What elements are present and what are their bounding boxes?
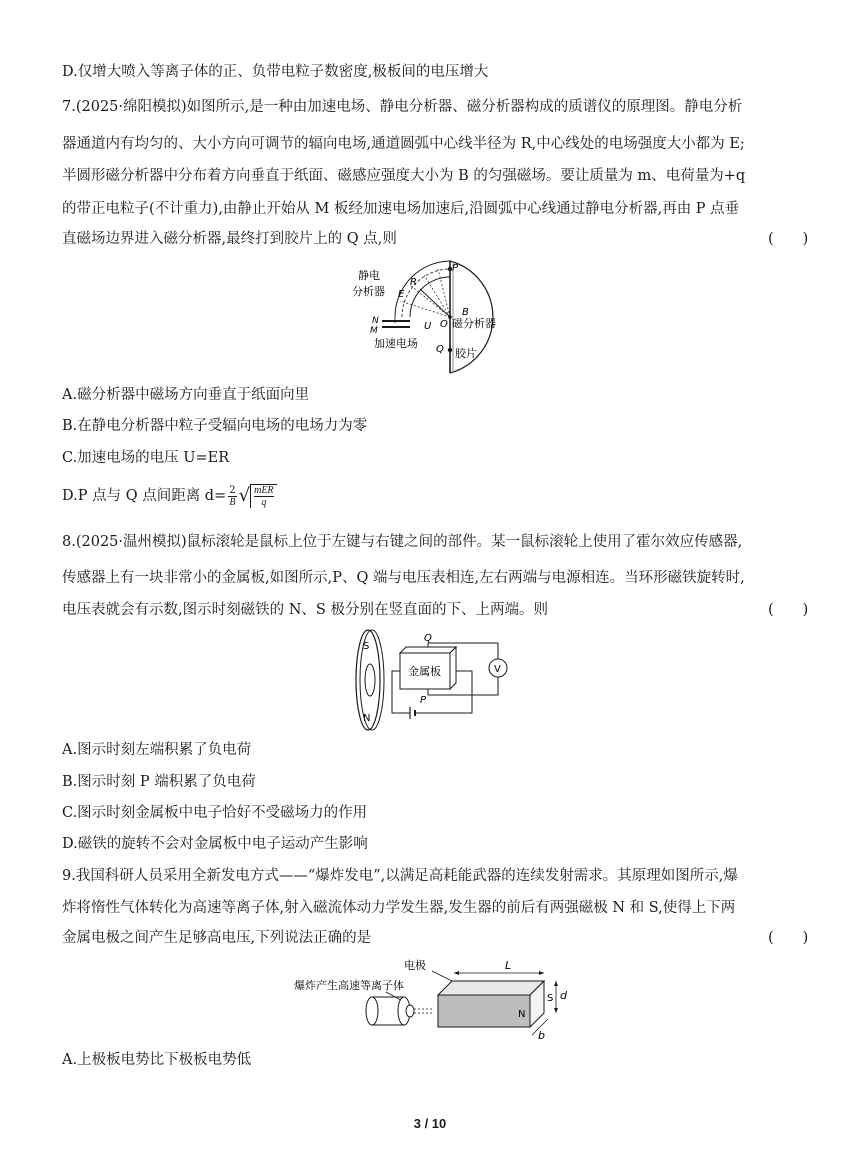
svg-text:E: E xyxy=(398,289,405,300)
q8-stem-line-3: 电压表就会有示数,图示时刻磁铁的 N、S 极分别在竖直面的下、上两端。则 xyxy=(62,602,548,618)
fig7-label-fenxiqi: 分析器 xyxy=(352,285,385,298)
q7-option-c: C.加速电场的电压 U=ER xyxy=(62,450,230,466)
svg-text:d: d xyxy=(560,989,567,1002)
q7-stem-line-1: 7.(2025·绵阳模拟)如图所示,是一种由加速电场、静电分析器、磁分析器构成的质谱仪的原理图。静电分析 xyxy=(62,99,743,115)
q8-hall-sensor-figure xyxy=(352,625,512,735)
q8-answer-paren: ( ) xyxy=(768,602,809,618)
q6-option-d: D.仅增大喷入等离子体的正、负带电粒子数密度,极板间的电压增大 xyxy=(62,64,489,80)
svg-text:S: S xyxy=(547,993,554,1004)
q9-answer-paren: ( ) xyxy=(768,930,809,946)
svg-text:N: N xyxy=(363,713,371,724)
fig7-label-cifenxiqi: 磁分析器 xyxy=(452,317,496,330)
q7-option-d-fraction: $\frac{2}{B}$ xyxy=(229,484,236,508)
q9-stem-line-3: 金属电极之间产生足够高电压,下列说法正确的是 xyxy=(62,930,372,946)
q7-stem-line-4: 的带正电粒子(不计重力),由静止开始从 M 板经加速电场加速后,沿圆弧中心线通过静电分析器,再由 P 点垂 xyxy=(62,201,740,217)
svg-text:O: O xyxy=(440,319,448,330)
svg-text:M: M xyxy=(370,326,378,336)
q8-option-c: C.图示时刻金属板中电子恰好不受磁场力的作用 xyxy=(62,805,368,821)
fig7-label-jingdian: 静电 xyxy=(358,269,380,282)
q7-option-b: B.在静电分析器中粒子受辐向电场的电场力为零 xyxy=(62,418,368,434)
svg-text:U: U xyxy=(424,321,432,332)
svg-text:Q: Q xyxy=(436,344,444,355)
q9-stem-line-2: 炸将惰性气体转化为高速等离子体,射入磁流体动力学发生器,发生器的前后有两强磁极 N 和 S,使得上下两 xyxy=(62,900,736,916)
svg-text:N: N xyxy=(518,1009,526,1020)
q7-option-d-sqrt: mER q xyxy=(250,484,276,508)
svg-text:R: R xyxy=(410,277,417,288)
q7-answer-paren: ( ) xyxy=(768,231,809,247)
svg-text:L: L xyxy=(505,959,512,972)
svg-text:B: B xyxy=(462,307,469,318)
q7-option-a: A.磁分析器中磁场方向垂直于纸面向里 xyxy=(62,387,310,403)
fig9-label-electrode: 电极 xyxy=(404,959,426,972)
svg-text:Q: Q xyxy=(424,633,432,644)
fig8-label-plate: 金属板 xyxy=(408,665,441,678)
q7-stem-line-5: 直磁场边界进入磁分析器,最终打到胶片上的 Q 点,则 xyxy=(62,231,397,247)
fig9-label-plasma: 爆炸产生高速等离子体 xyxy=(294,979,404,992)
q7-source: 绵阳模拟 xyxy=(123,99,182,115)
svg-text:P: P xyxy=(452,263,459,274)
q8-option-d: D.磁铁的旋转不会对金属板中电子运动产生影响 xyxy=(62,836,368,852)
q9-option-a: A.上极板电势比下极板电势低 xyxy=(62,1052,252,1068)
svg-text:V: V xyxy=(494,664,501,675)
svg-text:S: S xyxy=(363,641,370,652)
svg-text:b: b xyxy=(538,1029,545,1042)
svg-text:P: P xyxy=(420,695,427,706)
fig7-label-jiaopian: 胶片 xyxy=(455,347,477,360)
q8-source: 温州模拟 xyxy=(123,534,182,550)
q8-option-a: A.图示时刻左端积累了负电荷 xyxy=(62,742,252,758)
q8-stem-line-2: 传感器上有一块非常小的金属板,如图所示,P、Q 端与电压表相连,左右两端与电源相连。当环形磁铁旋转时, xyxy=(62,570,745,586)
q7-mass-spectrometer-figure xyxy=(340,255,520,377)
fig7-label-jiasu: 加速电场 xyxy=(374,337,418,350)
q7-option-d: D.P 点与 Q 点间距离 d= $\frac{2}{B}$ √ mER q xyxy=(62,484,277,508)
q8-stem-line-1: 8.(2025·温州模拟)鼠标滚轮是鼠标上位于左键与右键之间的部件。某一鼠标滚轮上使用了霍尔效应传感器, xyxy=(62,534,743,550)
svg-text:N: N xyxy=(372,316,379,326)
q8-option-b: B.图示时刻 P 端积累了负电荷 xyxy=(62,774,256,790)
q9-mhd-generator-figure xyxy=(292,955,582,1045)
q7-stem-line-3: 半圆形磁分析器中分布着方向垂直于纸面、磁感应强度大小为 B 的匀强磁场。要让质量为 m、电荷量为+q xyxy=(62,168,746,184)
page-number: 3 / 10 xyxy=(413,1116,447,1131)
q9-stem-line-1: 9.我国科研人员采用全新发电方式——“爆炸发电”,以满足高耗能武器的连续发射需求。其原理如图所示,爆 xyxy=(62,868,738,884)
q7-stem-line-2: 器通道内有均匀的、大小方向可调节的辐向电场,通道圆弧中心线半径为 R,中心线处的电场强度大小都为 E; xyxy=(62,136,745,152)
